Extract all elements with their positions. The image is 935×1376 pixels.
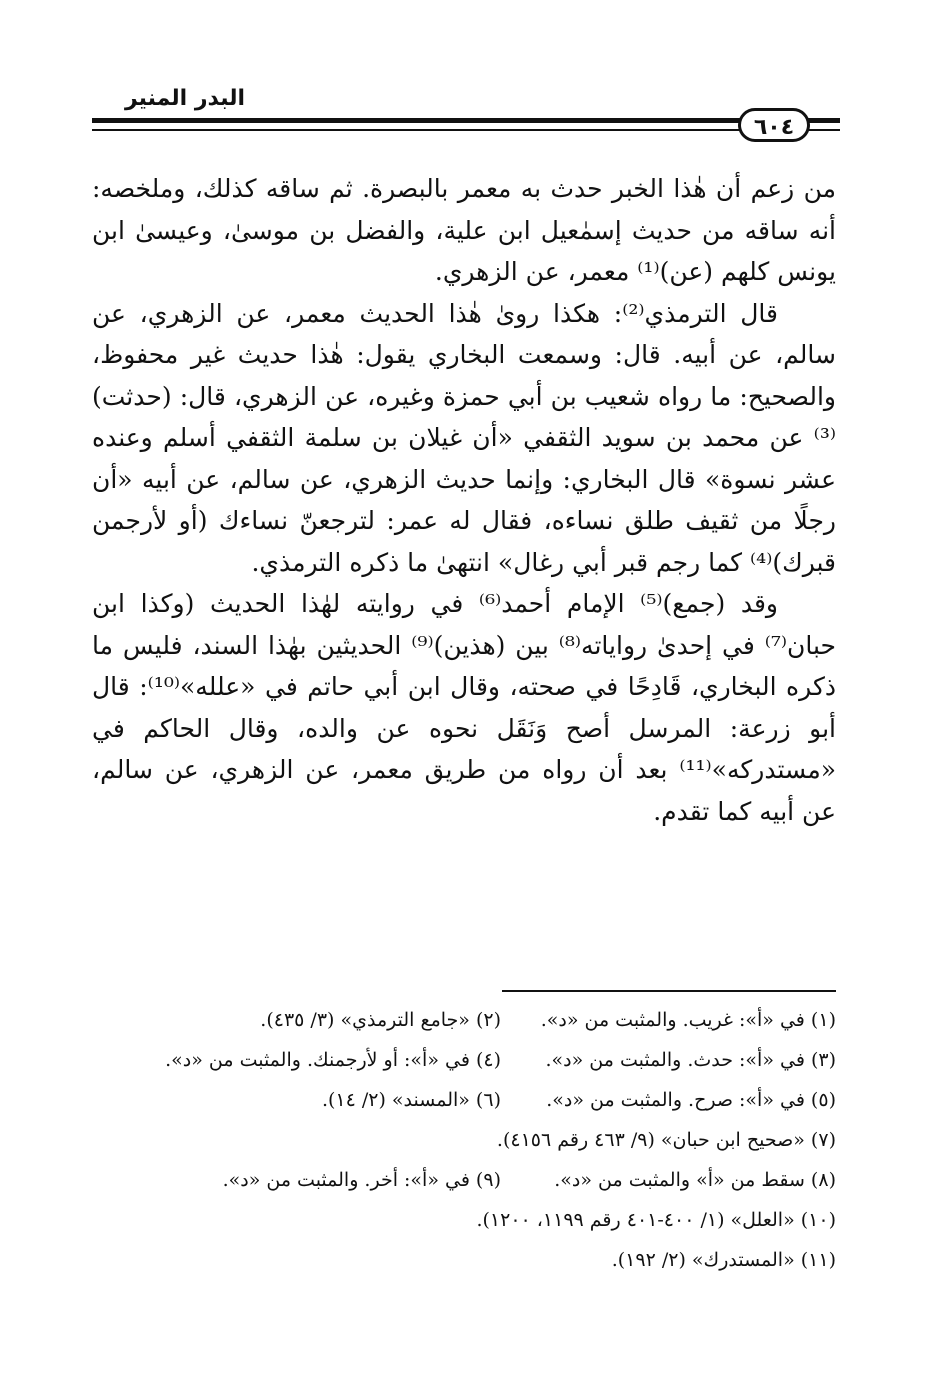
running-title: البدر المنير <box>124 86 245 111</box>
footnote-8: (٨) سقط من «أ» والمثبت من «د». <box>554 1169 836 1191</box>
footnote-row <box>92 1000 836 1040</box>
footnote-row <box>92 1040 836 1080</box>
footnote-separator <box>502 990 836 992</box>
footnote-9: (٩) في «أ»: أخر. والمثبت من «د». <box>222 1169 501 1191</box>
footnote-5: (٥) في «أ»: صرح. والمثبت من «د». <box>546 1089 836 1111</box>
footnote-7: (٧) «صحيح ابن حبان» (٩/ ٤٦٣ رقم ٤١٥٦). <box>496 1129 836 1151</box>
footnote-row <box>92 1160 836 1200</box>
footnotes <box>92 1000 836 1280</box>
footnote-1: (١) في «أ»: غريب. والمثبت من «د». <box>540 1009 836 1031</box>
header-rule-thin <box>92 129 742 131</box>
footnote-4: (٤) في «أ»: أو لأرجمنك. والمثبت من «د». <box>165 1049 501 1071</box>
main-text <box>92 168 836 832</box>
footnote-2: (٢) «جامع الترمذي» (٣/ ٤٣٥). <box>260 1009 501 1031</box>
footnote-row <box>92 1120 836 1160</box>
paragraph-3: وقد (جمع)⁽⁵⁾ الإمام أحمد⁽⁶⁾ في روايته لهٰذا الحديث (وكذا ابن حبان⁽⁷⁾ في إحدىٰ رواياته⁽⁸⁾ بين (هذين)⁽⁹⁾ الحديثين بهٰذا السند، فليس ما ذكره البخاري، قَادِحًا في صحته، وقال ابن أبي حاتم في «علله»⁽¹⁰⁾: قال أبو زرعة: المرسل أصح وَنَقَل نحوه عن والده، وقال الحاكم في «مستدركه»⁽¹¹⁾ بعد أن رواه من طريق معمر، عن الزهري، عن سالم، عن أبيه كما تقدم. <box>92 589 837 826</box>
header-rule-tail-thin <box>806 129 840 131</box>
footnote-6: (٦) «المسند» (٢/ ١٤). <box>321 1089 501 1111</box>
paragraph-2: قال الترمذي⁽²⁾: هكذا روىٰ هٰذا الحديث معمر، عن الزهري، عن سالم، عن أبيه. قال: وسمعت البخاري يقول: هٰذا حديث غير محفوظ، والصحيح: ما رواه شعيب بن أبي حمزة وغيره، عن الزهري، قال: (حدثت)⁽³⁾ عن محمد بن سويد الثقفي «أن غيلان بن سلمة الثقفي أسلم وعنده عشر نسوة» قال البخاري: وإنما حديث الزهري، عن سالم، عن أبيه «أن رجلًا من ثقيف طلق نساءه، فقال له عمر: لترجعنّ نساءك (أو لأرجمن قبرك)⁽⁴⁾ كما رجم قبر أبي رغال» انتهىٰ ما ذكره الترمذي. <box>92 298 836 577</box>
footnote-11: (١١) «المستدرك» (٢/ ١٩٢). <box>611 1249 836 1271</box>
footnote-3: (٣) في «أ»: حدث. والمثبت من «د». <box>545 1049 836 1071</box>
footnote-row <box>92 1200 836 1240</box>
header-rule-thick <box>92 118 742 123</box>
paragraph-1: من زعم أن هٰذا الخبر حدث به معمر بالبصرة. ثم ساقه كذلك، وملخصه: أنه ساقه من حديث إسمٰعيل ابن علية، والفضل بن موسىٰ، وعيسىٰ ابن يونس كلهم (عن)⁽¹⁾ معمر، عن الزهري. <box>92 174 836 286</box>
footnote-row <box>92 1080 836 1120</box>
footnote-10: (١٠) «العلل» (١/ ٤٠٠-٤٠١ رقم ١١٩٩، ١٢٠٠). <box>476 1209 836 1231</box>
header-rule-tail-thick <box>806 118 840 123</box>
footnote-row <box>92 1240 836 1280</box>
page-number: ٦٠٤ <box>738 108 810 142</box>
